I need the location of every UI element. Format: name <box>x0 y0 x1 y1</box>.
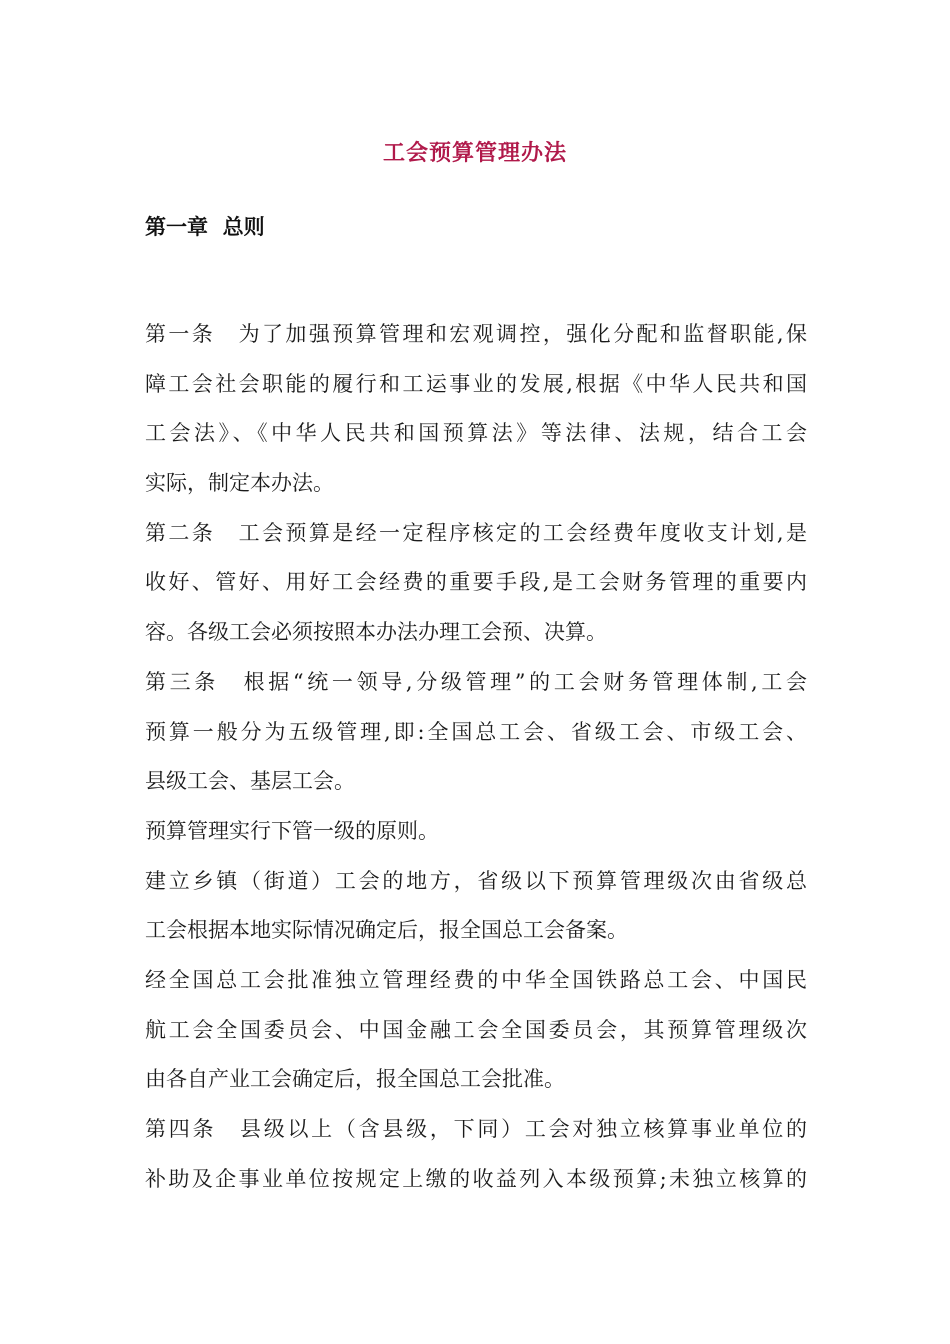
text-line: 第三条 根据“统一领导,分级管理”的工会财务管理体制,工会 <box>145 669 807 694</box>
text-line: 障工会社会职能的履行和工运事业的发展,根据《中华人民共和国 <box>145 371 807 396</box>
text-line: 预算管理实行下管一级的原则。 <box>145 818 439 843</box>
text-line: 实际，制定本办法。 <box>145 471 334 496</box>
article-4-paragraph <box>145 1105 807 1204</box>
article-3-paragraph <box>145 658 807 807</box>
text-line: 第一条 为了加强预算管理和宏观调控，强化分配和监督职能,保 <box>145 322 807 346</box>
chapter-heading: 第一章 总则 <box>145 215 265 239</box>
industry-union-paragraph <box>145 956 807 1105</box>
text-line: 工会根据本地实际情况确定后，报全国总工会备案。 <box>145 918 628 943</box>
text-line: 第二条 工会预算是经一定程序核定的工会经费年度收支计划,是 <box>145 520 807 545</box>
text-line: 由各自产业工会确定后，报全国总工会批准。 <box>145 1067 565 1092</box>
article-2-paragraph <box>145 509 807 658</box>
text-line: 收好、管好、用好工会经费的重要手段,是工会财务管理的重要内 <box>145 570 807 595</box>
text-line: 航工会全国委员会、中国金融工会全国委员会，其预算管理级次 <box>145 1017 807 1042</box>
text-line: 县级工会、基层工会。 <box>145 769 355 794</box>
text-line: 建立乡镇（街道）工会的地方，省级以下预算管理级次由省级总 <box>145 868 807 893</box>
township-union-paragraph <box>145 857 807 956</box>
text-line: 工会法》、《中华人民共和国预算法》等法律、法规，结合工会 <box>145 421 807 446</box>
text-line: 容。各级工会必须按照本办法办理工会预、决算。 <box>145 620 607 645</box>
text-line: 第四条 县级以上（含县级，下同）工会对独立核算事业单位的 <box>145 1117 807 1141</box>
article-1-paragraph <box>145 310 807 509</box>
budget-principle-paragraph <box>145 807 807 857</box>
text-line: 预算一般分为五级管理,即:全国总工会、省级工会、市级工会、 <box>145 719 807 744</box>
text-line: 补助及企事业单位按规定上缴的收益列入本级预算;未独立核算的 <box>145 1166 807 1191</box>
document-body <box>145 310 807 1204</box>
text-line: 经全国总工会批准独立管理经费的中华全国铁路总工会、中国民 <box>145 967 807 992</box>
document-title: 工会预算管理办法 <box>382 141 567 166</box>
